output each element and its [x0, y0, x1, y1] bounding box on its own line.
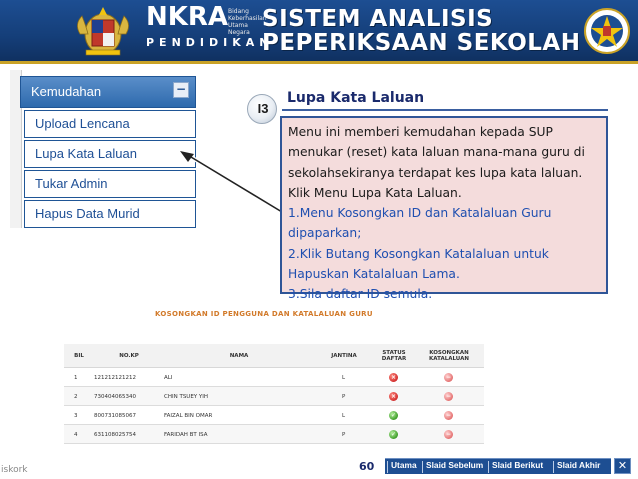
nav-utama-link[interactable]: Utama: [391, 460, 417, 470]
nav-separator: [553, 461, 554, 473]
nav-separator: [422, 461, 423, 473]
info-text: [288, 122, 604, 305]
td-jantina: P: [342, 431, 346, 438]
nav-slaid-sebelum-link[interactable]: Slaid Sebelum: [426, 460, 484, 470]
menu-header-label: Kemudahan: [31, 84, 102, 99]
td-nokp: 121212121212: [94, 374, 136, 381]
step-badge: [247, 94, 277, 124]
menu-item-lupa-kata-laluan[interactable]: [24, 140, 196, 168]
header-banner: [0, 0, 638, 64]
status-icon: ×: [390, 374, 397, 381]
info-intro: Menu ini memberi kemudahan kepada SUP menukar (reset) kata laluan mana-mana guru di sekolahsekiranya terdapat kes lupa kata laluan.: [288, 125, 585, 180]
system-title-line2: PEPERIKSAAN SEKOLAH: [262, 30, 581, 56]
td-jantina: L: [342, 374, 346, 381]
td-bil: 1: [74, 374, 78, 381]
td-nama: CHIN TSUEY YIH: [164, 393, 209, 400]
th-bil: BIL: [74, 353, 84, 359]
nav-slaid-berikut-link[interactable]: Slaid Berikut: [492, 460, 544, 470]
td-bil: 2: [74, 393, 78, 400]
section-title: Lupa Kata Laluan: [287, 90, 425, 106]
info-step-2: 2.Klik Butang Kosongkan Katalaluan untuk Hapuskan Katalaluan Lama.: [288, 246, 549, 282]
th-kosong: KOSONGKAN KATALALUAN: [429, 350, 469, 362]
pointer-arrow-icon: [176, 148, 286, 218]
ministry-logo-icon: [582, 4, 632, 58]
status-icon: ✓: [390, 412, 397, 419]
info-step-3: 3.Sila daftar ID semula.: [288, 287, 433, 302]
table-title: KOSONGKAN ID PENGGUNA DAN KATALALUAN GURU: [155, 310, 373, 318]
status-icon: ×: [390, 393, 397, 400]
section-underline: [282, 109, 608, 111]
table-header: [64, 344, 484, 368]
th-nama: NAMA: [229, 353, 249, 359]
td-nokp: 631108025754: [94, 431, 136, 438]
reset-password-button[interactable]: −: [445, 393, 452, 400]
collapse-icon[interactable]: −: [173, 82, 189, 98]
menu-item-label: Upload Lencana: [35, 116, 130, 131]
menu-item-label: Lupa Kata Laluan: [35, 146, 137, 161]
nkra-text: NKRA: [146, 2, 229, 32]
menu-item-upload-lencana[interactable]: [24, 110, 196, 138]
table-row: [64, 368, 484, 387]
td-nama: ALI: [164, 374, 173, 381]
nav-slaid-akhir-link[interactable]: Slaid Akhir: [557, 460, 601, 470]
table-row: [64, 406, 484, 425]
td-jantina: L: [342, 412, 346, 419]
page-number: 60: [359, 460, 375, 473]
menu-header-kemudahan[interactable]: [20, 76, 196, 108]
table-row: [64, 425, 484, 444]
td-bil: 3: [74, 412, 78, 419]
watermark: iskork: [1, 465, 28, 475]
info-step-1: 1.Menu Kosongkan ID dan Katalaluan Guru dipaparkan;: [288, 206, 552, 241]
td-nokp: 730404065340: [94, 393, 136, 400]
info-click-line: Klik Menu Lupa Kata Laluan.: [288, 185, 462, 200]
td-nama: FARIDAH BT ISA: [164, 431, 208, 438]
close-icon[interactable]: ✕: [614, 458, 631, 474]
nav-separator: [387, 461, 388, 473]
step-badge-label: I3: [257, 101, 269, 116]
menu-item-label: Hapus Data Murid: [35, 206, 140, 221]
reset-password-button[interactable]: −: [445, 412, 452, 419]
td-bil: 4: [74, 431, 78, 438]
nkra-tag: Keberhasilan: [228, 15, 267, 22]
pendidikan-text: PENDIDIKAN: [146, 36, 274, 49]
menu-item-label: Tukar Admin: [35, 176, 108, 191]
nav-separator: [488, 461, 489, 473]
nkra-tag: Utama: [228, 22, 248, 29]
th-status: STATUS DAFTAR: [381, 350, 407, 362]
td-nama: FAIZAL BIN OMAR: [164, 412, 213, 419]
nkra-tag: Negara: [228, 29, 250, 36]
coat-of-arms-icon: [72, 4, 134, 58]
nkra-tag: Bidang: [228, 8, 249, 15]
info-box: [280, 116, 608, 302]
table-row: [64, 387, 484, 406]
th-jantina: JANTINA: [331, 353, 357, 359]
reset-password-button[interactable]: −: [445, 374, 452, 381]
nkra-logo: [146, 2, 274, 56]
system-title-line1: SISTEM ANALISIS: [262, 6, 494, 32]
th-nokp: NO.KP: [119, 353, 139, 359]
td-nokp: 800731085067: [94, 412, 136, 419]
nkra-tagline: [228, 8, 267, 36]
td-jantina: P: [342, 393, 346, 400]
status-icon: ✓: [390, 431, 397, 438]
menu-item-tukar-admin[interactable]: [24, 170, 196, 198]
menu-item-hapus-data-murid[interactable]: [24, 200, 196, 228]
reset-password-button[interactable]: −: [445, 431, 452, 438]
slide-navigation: [385, 458, 611, 474]
